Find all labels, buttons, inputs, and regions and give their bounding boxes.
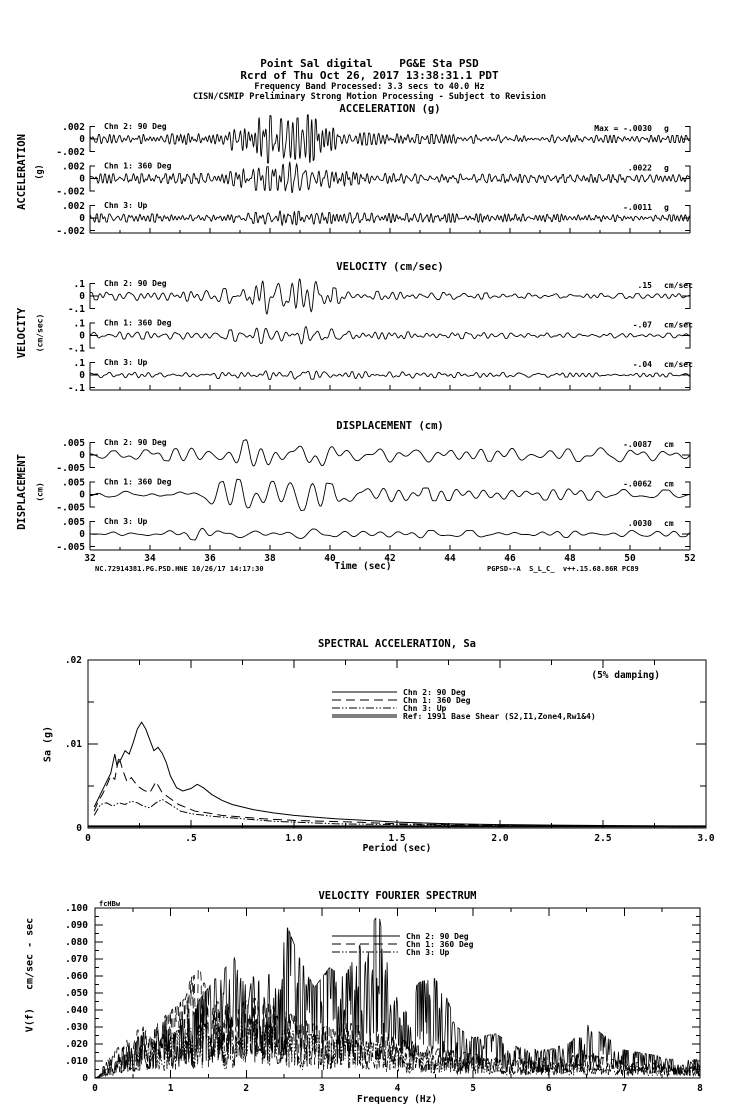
vf-ytick-label: .040 [65, 1005, 88, 1016]
acceleration-panel-title: ACCELERATION (g) [339, 103, 441, 115]
time-axis-label: Time (sec) [334, 561, 392, 572]
legend-label: Ref: 1991 Base Shear (S2,I1,Zone4,Rw1&4) [403, 712, 596, 721]
ytick-label: .1 [73, 318, 85, 330]
ytick-label: 0 [79, 134, 85, 145]
period-axis-label: Period (sec) [362, 843, 432, 854]
peak-value-label: Max = -.0030 [594, 124, 652, 133]
ytick-label: 0 [79, 529, 85, 540]
trace-chn-2-90-deg [90, 115, 690, 163]
vf-ytick-label: .090 [65, 920, 88, 931]
record-id-footer: NC.72914381.PG.PSD.HNE 10/26/17 14:17:30 [95, 565, 264, 573]
peak-unit-label: cm [664, 479, 674, 489]
vf-ytick-label: .070 [65, 954, 88, 965]
vf-xtick-label: 4 [394, 1083, 401, 1094]
fourier-spectrum-title: VELOCITY FOURIER SPECTRUM [318, 890, 477, 902]
sa-xtick-label: 1.0 [285, 833, 303, 844]
ytick-label: 0 [79, 489, 85, 501]
ytick-label: .002 [62, 201, 85, 212]
ytick-label: -.002 [56, 186, 85, 198]
vf-axis-label: V(f) cm/sec - sec [24, 917, 36, 1033]
xtick-label: 36 [204, 553, 216, 564]
vf-xtick-label: 5 [470, 1083, 476, 1094]
sa-series-dash [94, 757, 706, 827]
peak-value-label: -.04 [632, 360, 652, 369]
fourier-annotation: fcHBw [99, 900, 121, 908]
trace-chn-1-360-deg [90, 327, 690, 344]
peak-value-label: .15 [637, 281, 652, 290]
xtick-label: 50 [624, 553, 636, 564]
trace-chn-3-up [90, 528, 690, 540]
channel-label: Chn 3: Up [104, 517, 148, 526]
sa-ytick-label: .01 [64, 739, 82, 750]
ytick-label: -.1 [67, 304, 85, 315]
vf-xtick-label: 2 [243, 1083, 250, 1094]
peak-unit-label: g [664, 163, 669, 173]
vf-xtick-label: 8 [697, 1083, 703, 1094]
legend-label: Chn 1: 360 Deg [403, 696, 471, 705]
vf-ytick-label: 0 [82, 1073, 88, 1084]
trace-chn-3-up [90, 371, 690, 380]
vf-series-dash [95, 969, 700, 1078]
sa-series-solid [94, 722, 706, 826]
channel-label: Chn 1: 360 Deg [104, 161, 172, 171]
channel-label: Chn 2: 90 Deg [104, 122, 167, 131]
trace-chn-1-360-deg [90, 479, 690, 510]
ytick-label: -.005 [56, 502, 85, 514]
vf-xtick-label: 7 [621, 1083, 628, 1094]
channel-label: Chn 3: Up [104, 358, 148, 367]
xtick-label: 52 [684, 553, 696, 564]
header-frequency-band-line: Frequency Band Processed: 3.3 secs to 40.0 Hz [254, 82, 485, 92]
sa-axis-label: Sa (g) [42, 725, 54, 763]
peak-unit-label: cm [664, 519, 674, 528]
channel-label: Chn 2: 90 Deg [104, 438, 167, 447]
sa-xtick-label: 0 [85, 833, 91, 844]
ytick-label: .1 [73, 358, 85, 369]
velocity-axis-unit: (cm/sec) [35, 313, 45, 353]
xtick-label: 42 [384, 553, 396, 564]
xtick-label: 38 [264, 553, 276, 564]
peak-value-label: -.0087 [623, 440, 652, 449]
trace-chn-2-90-deg [90, 440, 690, 466]
ytick-label: 0 [79, 330, 85, 342]
trace-chn-3-up [90, 211, 690, 225]
vf-xtick-label: 6 [545, 1083, 552, 1094]
sa-ytick-label: 0 [76, 823, 82, 834]
sa-xtick-label: 1.5 [388, 833, 406, 844]
peak-unit-label: cm/sec [664, 360, 693, 369]
legend-label: Chn 3: Up [403, 704, 447, 713]
xtick-label: 32 [84, 553, 96, 564]
displacement-axis-unit: (cm) [35, 482, 45, 502]
ytick-label: .005 [62, 517, 85, 528]
sa-xtick-label: 3.0 [697, 833, 715, 844]
sa-plot-box [88, 660, 706, 828]
xtick-label: 34 [144, 553, 156, 564]
ytick-label: 0 [79, 291, 85, 302]
processing-id-footer: PGPSD--A S_L_C_ v++.15.68.86R PC89 [487, 565, 639, 573]
peak-value-label: -.0011 [623, 203, 652, 212]
peak-unit-label: cm [664, 440, 674, 449]
vf-xtick-label: 3 [319, 1083, 325, 1094]
xtick-label: 48 [564, 553, 576, 564]
velocity-panel-title: VELOCITY (cm/sec) [336, 261, 444, 273]
vf-ytick-label: .100 [65, 903, 88, 914]
velocity-axis-label: VELOCITY [16, 307, 28, 359]
channel-label: Chn 1: 360 Deg [104, 318, 172, 328]
ytick-label: -.005 [56, 463, 85, 474]
channel-label: Chn 1: 360 Deg [104, 477, 172, 487]
header-disclaimer-line: CISN/CSMIP Preliminary Strong Motion Processing - Subject to Revision [192, 92, 547, 102]
vf-ytick-label: .020 [65, 1039, 88, 1050]
peak-value-label: -.0062 [623, 479, 652, 489]
ytick-label: .002 [62, 161, 85, 173]
xtick-label: 40 [324, 553, 336, 564]
ytick-label: .1 [73, 279, 85, 290]
vf-ytick-label: .010 [65, 1056, 88, 1067]
xtick-label: 44 [444, 553, 456, 564]
legend-label: Chn 3: Up [406, 948, 450, 957]
legend-label: Chn 1: 360 Deg [406, 940, 474, 949]
peak-value-label: .0030 [627, 519, 652, 528]
sa-xtick-label: 2.0 [491, 833, 509, 844]
trace-chn-2-90-deg [90, 279, 690, 314]
sa-xtick-label: 2.5 [594, 833, 612, 844]
spectral-acceleration-title: SPECTRAL ACCELERATION, Sa [317, 638, 477, 650]
damping-note: (5% damping) [591, 670, 660, 681]
frequency-axis-label: Frequency (Hz) [356, 1094, 438, 1105]
peak-unit-label: cm/sec [664, 281, 693, 290]
vf-ytick-label: .080 [65, 937, 88, 948]
sa-ytick-label: .02 [64, 655, 82, 666]
displacement-axis-label: DISPLACEMENT [16, 454, 28, 530]
vf-ytick-label: .050 [65, 988, 88, 999]
ytick-label: 0 [79, 213, 85, 224]
acceleration-axis-unit: (g) [35, 164, 45, 180]
ytick-label: .005 [62, 477, 85, 489]
ytick-label: .002 [62, 122, 85, 133]
peak-unit-label: g [664, 203, 669, 212]
legend-label: Chn 2: 90 Deg [403, 688, 466, 697]
ytick-label: .005 [62, 438, 85, 449]
ytick-label: -.1 [67, 383, 85, 394]
header-record-time-line: Rcrd of Thu Oct 26, 2017 13:38:31.1 PDT [240, 69, 499, 82]
ytick-label: -.002 [56, 147, 85, 158]
vf-xtick-label: 1 [167, 1083, 174, 1094]
xtick-label: 46 [504, 553, 516, 564]
ytick-label: -.002 [56, 226, 85, 237]
ytick-label: -.1 [67, 343, 85, 355]
ytick-label: 0 [79, 370, 85, 381]
vf-xtick-label: 0 [92, 1083, 98, 1094]
displacement-panel-title: DISPLACEMENT (cm) [336, 420, 444, 432]
ytick-label: 0 [79, 173, 85, 185]
ytick-label: -.005 [56, 542, 85, 553]
trace-chn-1-360-deg [90, 162, 690, 192]
legend-label: Chn 2: 90 Deg [406, 932, 469, 941]
vf-ytick-label: .060 [65, 971, 88, 982]
channel-label: Chn 3: Up [104, 201, 148, 210]
ytick-label: 0 [79, 450, 85, 461]
acceleration-axis-label: ACCELERATION [16, 134, 28, 210]
vf-ytick-label: .030 [65, 1022, 88, 1033]
peak-unit-label: cm/sec [664, 320, 693, 330]
peak-unit-label: g [664, 124, 669, 133]
channel-label: Chn 2: 90 Deg [104, 279, 167, 288]
peak-value-label: -.07 [632, 320, 652, 330]
peak-value-label: .0022 [627, 163, 652, 173]
header-title-line: Point Sal digital PG&E Sta PSD [260, 57, 479, 70]
sa-xtick-label: .5 [185, 833, 197, 844]
